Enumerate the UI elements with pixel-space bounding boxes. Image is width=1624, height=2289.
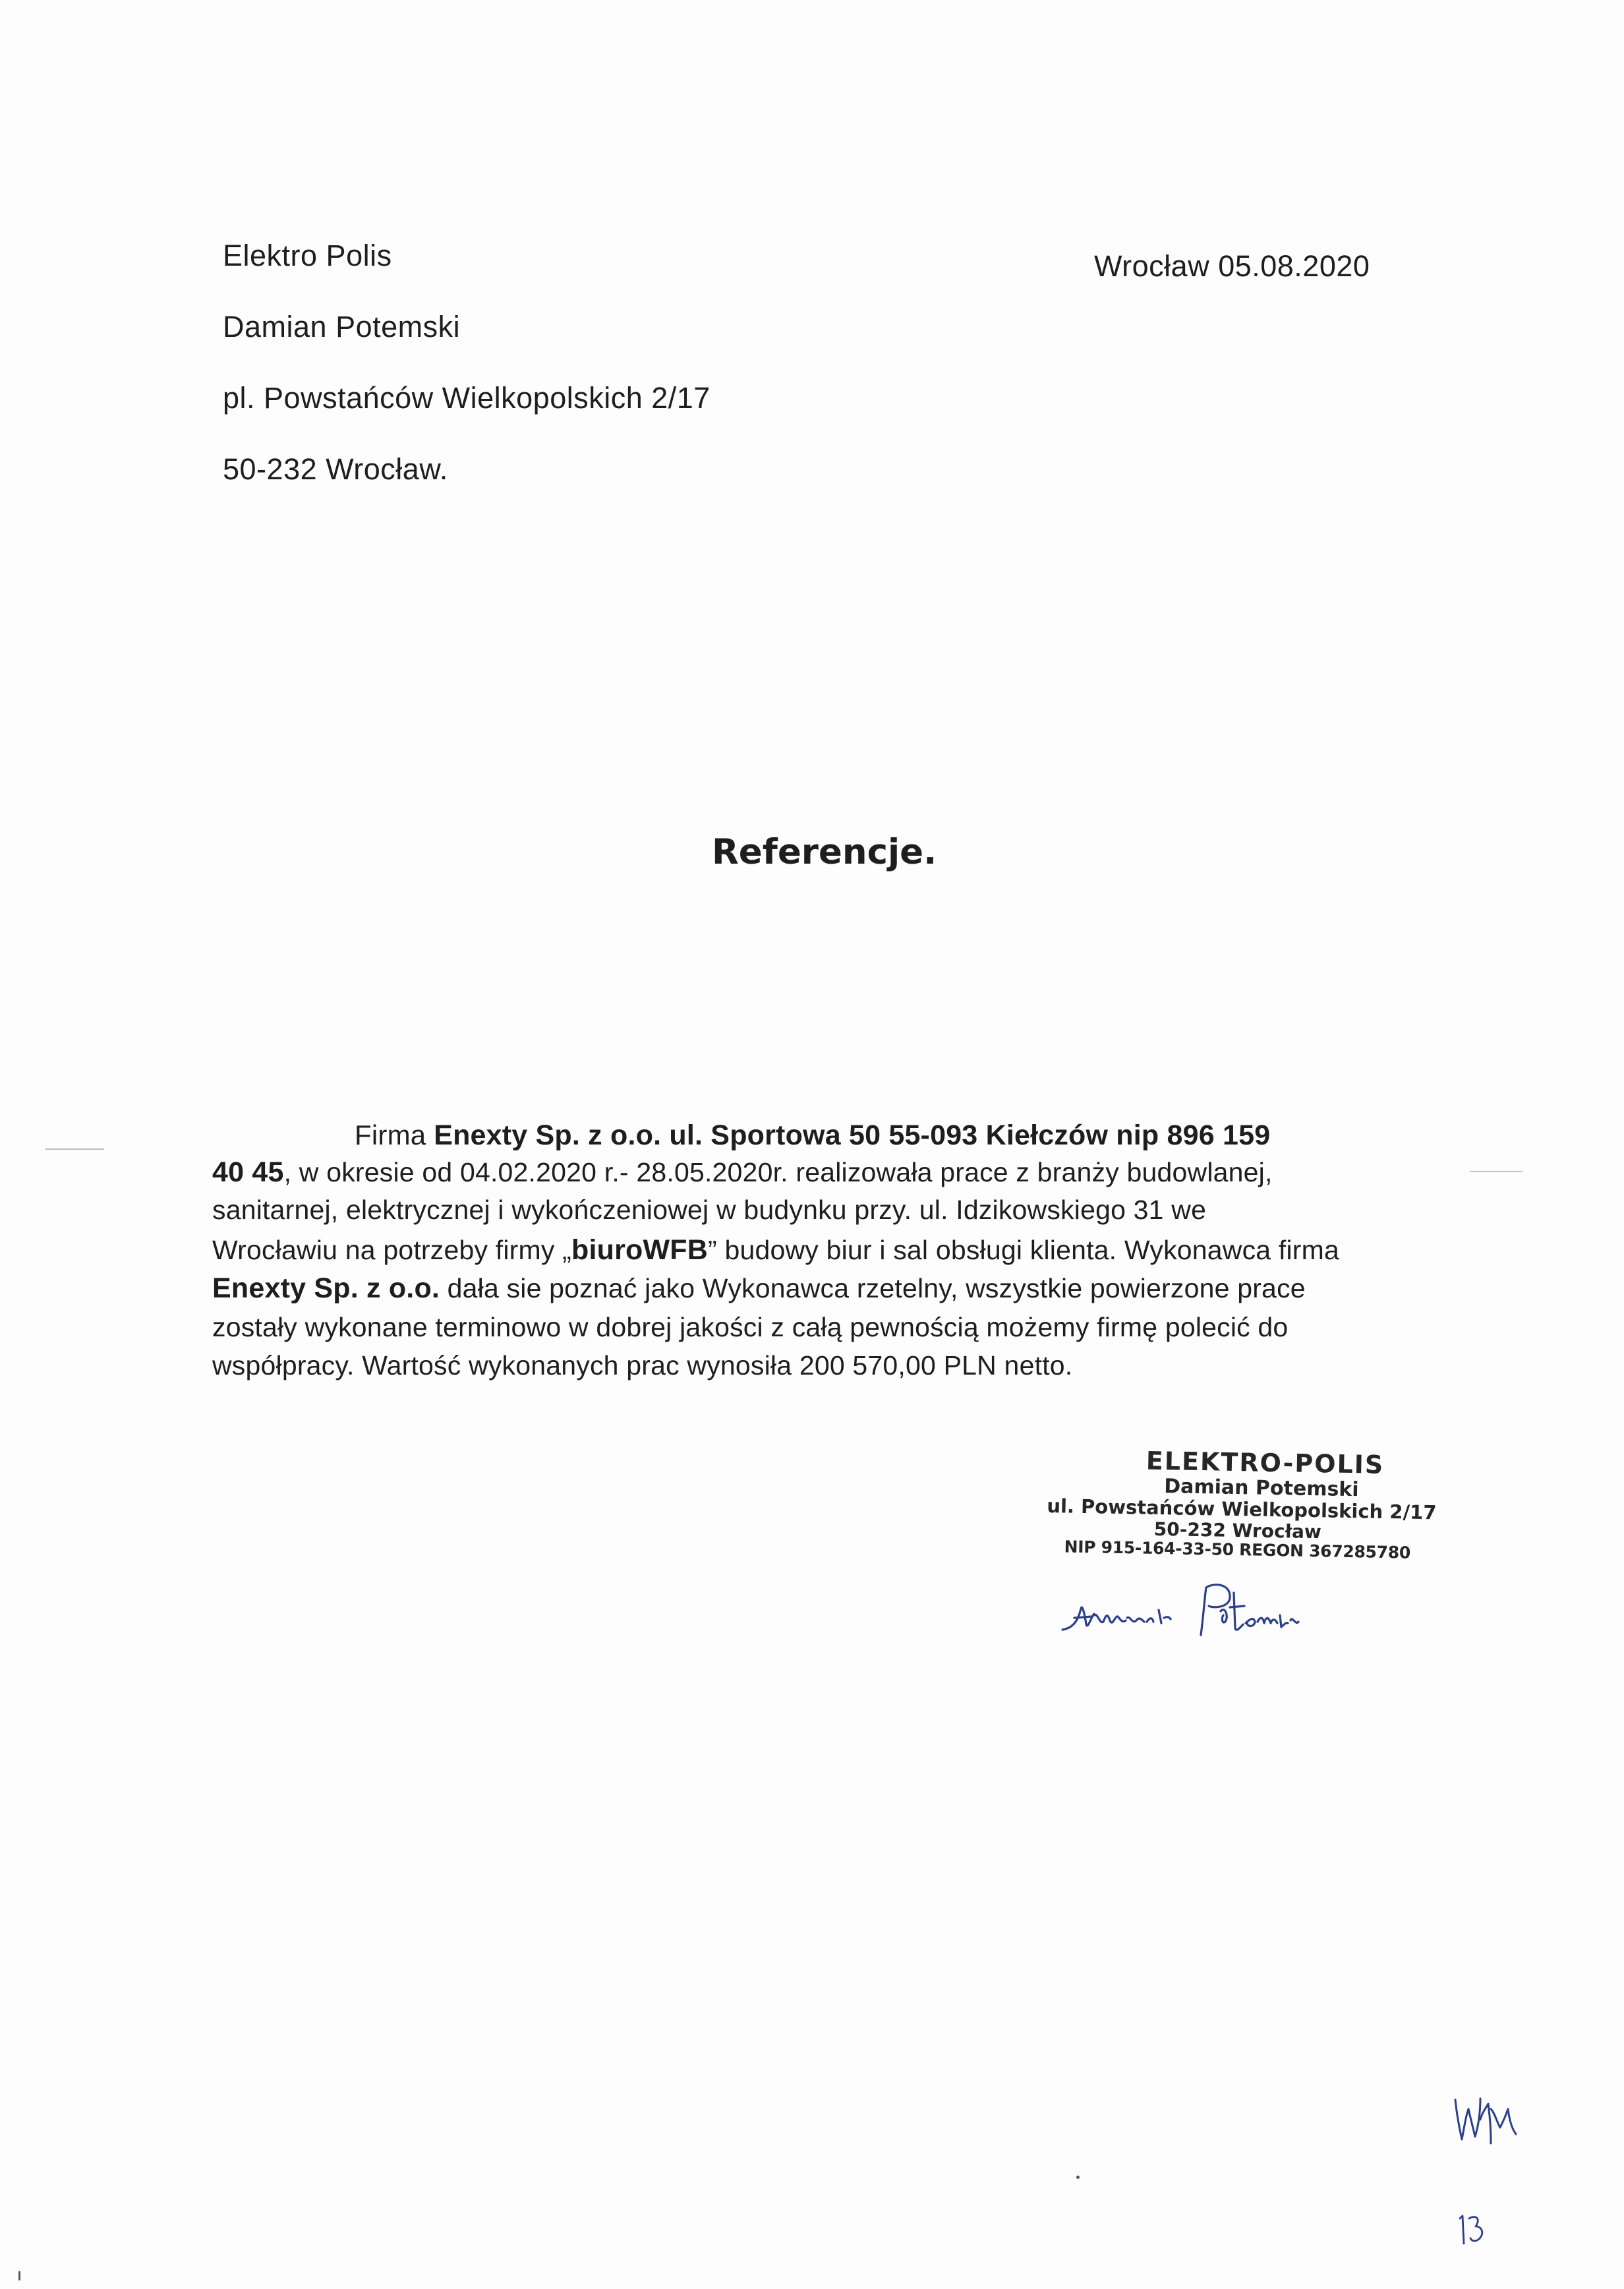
handwritten-signature [1048, 1569, 1338, 1655]
body-line-4 [212, 1234, 1339, 1266]
body-line-6: zostały wykonane terminowo w dobrej jakości z całą pewnością możemy firmę polecić do [212, 1312, 1289, 1342]
handwritten-page-number [1453, 2205, 1493, 2251]
body-line-2 [212, 1156, 1273, 1189]
body-line-2-text: , w okresie od 04.02.2020 r.- 28.05.2020r. realizowała prace z branży budowlanej, [283, 1157, 1273, 1187]
body-line-5-text: dała sie poznać jako Wykonawca rzetelny, wszystkie powierzone prace [440, 1273, 1306, 1303]
contractor-details: Enexty Sp. z o.o. ul. Sportowa 50 55-093 Kiełczów nip 896 159 [434, 1119, 1271, 1151]
contractor-name: Enexty Sp. z o.o. [212, 1272, 440, 1304]
body-line-4-c: ” budowy biur i sal obsługi klienta. Wykonawca firma [708, 1235, 1339, 1265]
document-title: Referencje. [712, 832, 937, 872]
stamp-tax-ids: NIP 915-164-33-50 REGON 367285780 [1064, 1537, 1411, 1562]
scan-mark-right [1470, 1171, 1522, 1172]
letter-date: Wrocław 05.08.2020 [1094, 249, 1370, 283]
sender-name: Damian Potemski [223, 310, 461, 343]
stamp-company: ELEKTRO-POLIS [1146, 1446, 1385, 1479]
sender-street: pl. Powstańców Wielkopolskich 2/17 [223, 381, 710, 415]
scan-mark-left [45, 1148, 104, 1150]
company-stamp [1046, 1445, 1437, 1562]
scan-dot-edge [18, 2271, 20, 2280]
stamp-address: ul. Powstańców Wielkopolskich 2/17 [1047, 1495, 1437, 1524]
body-line-1 [355, 1119, 1270, 1152]
body-line-7: współpracy. Wartość wykonanych prac wynosiła 200 570,00 PLN netto. [212, 1350, 1073, 1381]
body-line-5 [212, 1272, 1306, 1305]
stamp-city: 50-232 Wrocław [1153, 1518, 1322, 1543]
body-line-4-a: Wrocławiu na potrzeby firmy „ [212, 1235, 572, 1265]
scan-dot [1076, 2176, 1080, 2179]
sender-company: Elektro Polis [223, 239, 392, 272]
handwritten-initials [1450, 2087, 1536, 2159]
body-line-1-intro: Firma [355, 1119, 434, 1150]
sender-city: 50-232 Wrocław. [223, 452, 448, 486]
body-line-3: sanitarnej, elektrycznej i wykończeniowej w budynku przy. ul. Idzikowskiego 31 we [212, 1195, 1207, 1225]
contractor-nip-end: 40 45 [212, 1156, 284, 1188]
client-name: biuroWFB [571, 1234, 709, 1266]
stamp-owner: Damian Potemski [1163, 1474, 1359, 1501]
